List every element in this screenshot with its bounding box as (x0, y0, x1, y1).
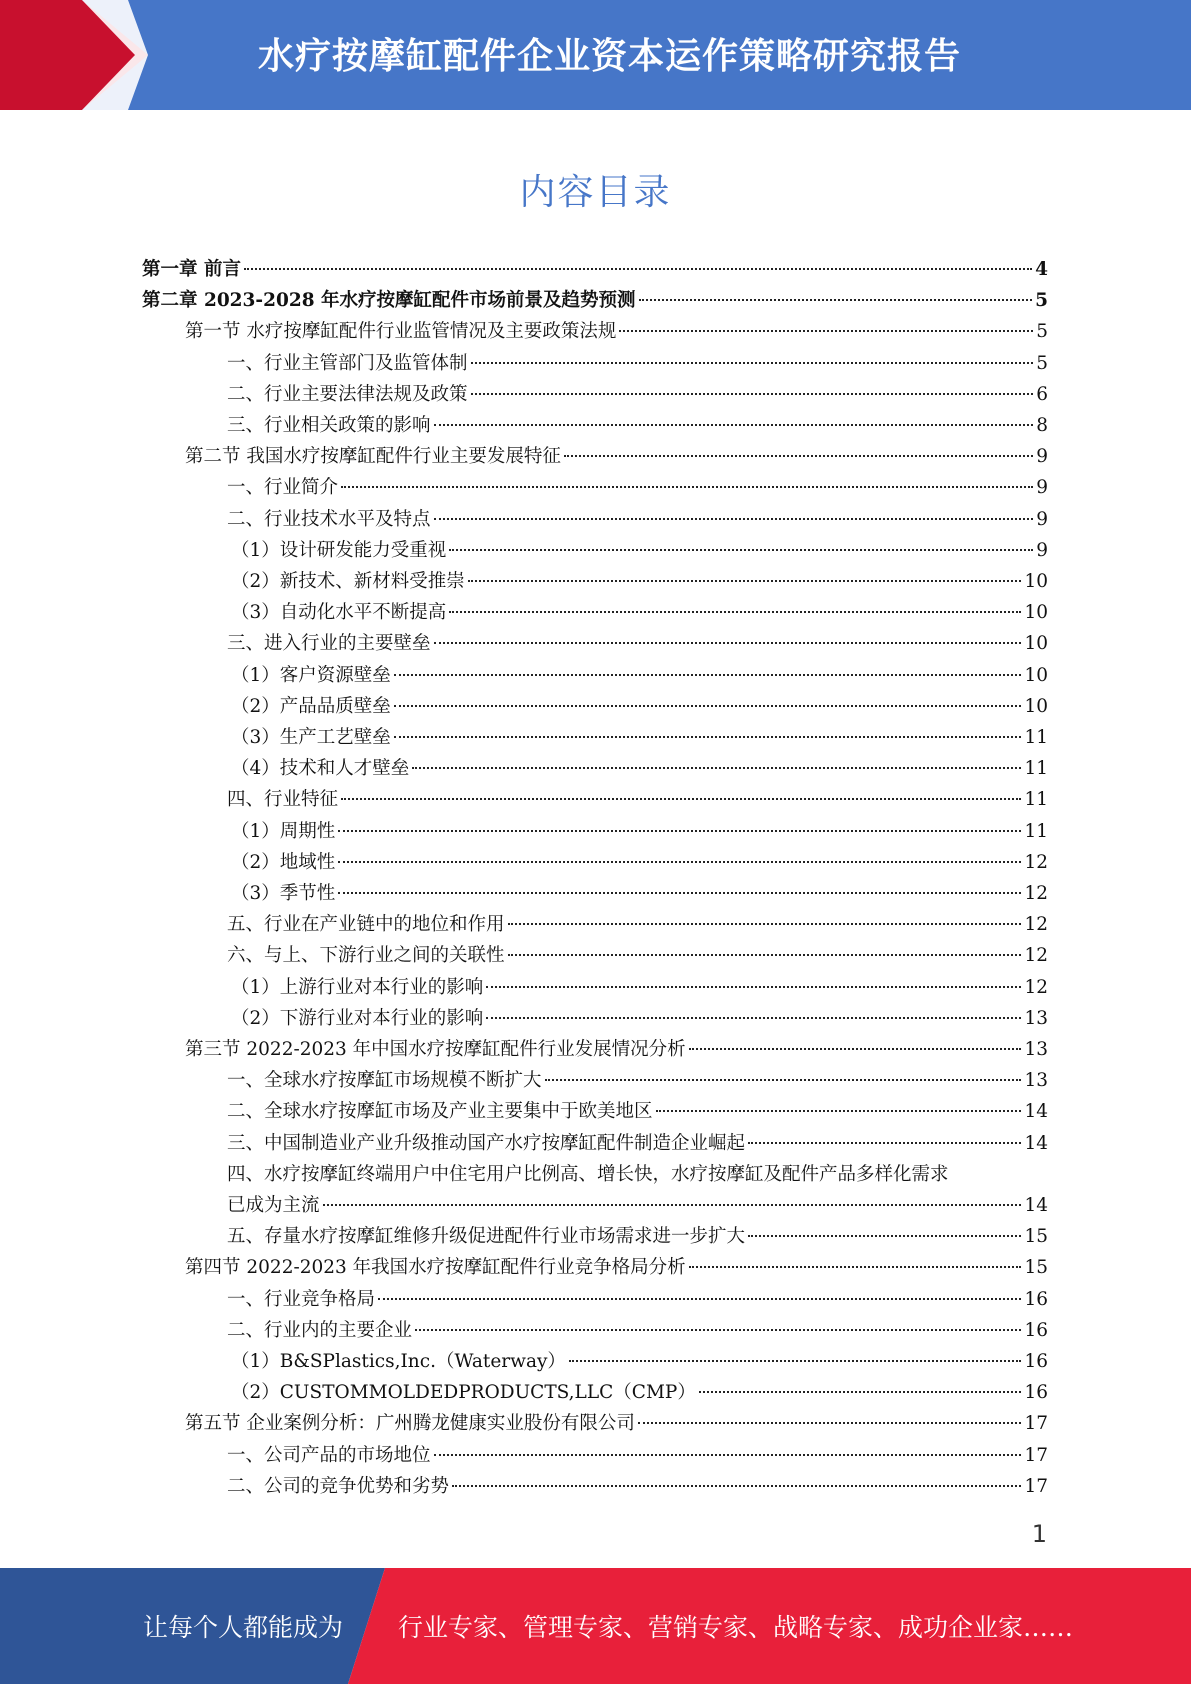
toc-entry[interactable] (231, 847, 1048, 878)
toc-entry[interactable] (227, 1128, 1048, 1159)
toc-leader-dots (449, 611, 1021, 613)
toc-leader-dots (323, 1204, 1022, 1206)
toc-entry-page: 16 (1024, 1288, 1048, 1310)
toc-entry-page: 14 (1024, 1132, 1048, 1154)
toc-entry-page: 16 (1024, 1382, 1048, 1404)
toc-leader-dots (434, 1454, 1022, 1456)
toc-entry-text: （2）产品品质壁垒 (231, 695, 391, 717)
toc-entry[interactable] (227, 628, 1048, 659)
toc-entry-text: 一、行业简介 (227, 477, 339, 499)
toc-entry[interactable] (231, 722, 1048, 753)
toc-entry-text: 二、行业内的主要企业 (227, 1319, 413, 1341)
toc-leader-dots (415, 1329, 1021, 1331)
toc-entry-page: 11 (1024, 820, 1048, 842)
toc-entry-text: 一、公司产品的市场地位 (227, 1444, 431, 1466)
toc-entry-text: （2）新技术、新材料受推崇 (231, 571, 465, 592)
toc-entry-text: 第三节 2022-2023 年中国水疗按摩缸配件行业发展情况分析 (185, 1039, 686, 1060)
toc-entry-text: （1）B&SPlastics,Inc.（Waterway） (231, 1351, 566, 1372)
toc-leader-dots (338, 830, 1021, 832)
toc-entry[interactable] (227, 1284, 1048, 1315)
toc-leader-dots (394, 705, 1022, 707)
toc-entry-text: 六、与上、下游行业之间的关联性 (227, 945, 505, 967)
toc-entry-page: 10 (1024, 571, 1048, 592)
toc-leader-dots (244, 268, 1032, 270)
toc-entry-page: 9 (1036, 508, 1048, 530)
toc-leader-dots (619, 330, 1033, 332)
toc-leader-dots (639, 299, 1033, 301)
toc-leader-dots (394, 736, 1022, 738)
toc-leader-dots (341, 798, 1021, 800)
toc-entry[interactable] (231, 972, 1048, 1003)
toc-leader-dots (434, 642, 1022, 644)
toc-entry-page: 10 (1024, 664, 1048, 686)
toc-entry[interactable] (231, 1003, 1048, 1034)
toc-entry-page: 9 (1036, 539, 1048, 561)
toc-leader-dots (486, 986, 1021, 988)
toc-leader-dots (545, 1079, 1022, 1081)
toc-entry-page: 10 (1024, 602, 1048, 624)
toc-entry[interactable] (231, 1377, 1048, 1408)
toc-entry-text: （2）下游行业对本行业的影响 (231, 1007, 484, 1029)
toc-entry[interactable] (227, 410, 1048, 441)
toc-leader-dots (434, 518, 1034, 520)
toc-entry-text: （3）季节性 (231, 883, 336, 904)
toc-leader-dots (748, 1235, 1021, 1237)
toc-leader-dots (338, 861, 1021, 863)
toc-entry-text: 第五节 企业案例分析：广州腾龙健康实业股份有限公司 (185, 1413, 635, 1435)
toc-leader-dots (341, 486, 1033, 488)
toc-entry[interactable] (227, 379, 1048, 410)
toc-entry-page: 16 (1024, 1351, 1048, 1372)
toc-entry[interactable] (231, 816, 1048, 847)
toc-entry-page: 11 (1024, 727, 1048, 748)
toc-leader-dots (434, 424, 1034, 426)
toc-entry-text: 二、全球水疗按摩缸市场及产业主要集中于欧美地区 (227, 1101, 653, 1123)
toc-entry[interactable] (231, 660, 1048, 691)
footer-slogan-left: 让每个人都能成为 (143, 1613, 344, 1642)
toc-entry[interactable] (185, 1408, 1048, 1439)
toc-entry-page: 15 (1024, 1226, 1048, 1248)
toc-entry-text: 三、行业相关政策的影响 (227, 415, 431, 436)
toc-entry-page: 9 (1036, 446, 1048, 468)
toc-entry-page: 17 (1024, 1444, 1048, 1466)
toc-entry-text: 二、行业主要法律法规及政策 (227, 383, 468, 405)
toc-entry[interactable] (227, 784, 1048, 815)
toc-leader-dots (638, 1422, 1022, 1424)
toc-entry-page: 10 (1024, 695, 1048, 717)
page-number: 1 (1031, 1520, 1047, 1548)
toc-entry-text: （1）周期性 (231, 820, 336, 842)
toc-entry[interactable] (185, 316, 1048, 347)
toc-entry-page: 16 (1024, 1319, 1048, 1341)
toc-entry-text: 第一节 水疗按摩缸配件行业监管情况及主要政策法规 (185, 321, 617, 343)
toc-entry-page: 11 (1024, 758, 1048, 780)
toc-entry-text: （2）地域性 (231, 851, 336, 873)
toc-entry-page: 8 (1036, 415, 1048, 436)
toc-entry-page: 13 (1024, 1070, 1048, 1092)
toc-leader-dots (338, 892, 1021, 894)
toc-entry[interactable] (185, 1034, 1048, 1065)
toc-leader-dots (569, 1360, 1022, 1362)
toc-entry[interactable] (227, 1315, 1048, 1346)
toc-entry-text: （3）自动化水平不断提高 (231, 602, 447, 624)
toc-leader-dots (689, 1266, 1022, 1268)
toc-entry[interactable] (227, 1440, 1048, 1471)
toc-leader-dots (394, 674, 1022, 676)
footer-banner (0, 1568, 1191, 1684)
toc-entry[interactable] (231, 566, 1048, 597)
toc-entry-text: 三、进入行业的主要壁垒 (227, 633, 431, 655)
toc-entry-text: 五、行业在产业链中的地位和作用 (227, 914, 505, 936)
toc-entry-page: 12 (1024, 914, 1048, 936)
toc-leader-dots (564, 455, 1033, 457)
toc-entry[interactable] (227, 909, 1048, 940)
toc-entry[interactable] (227, 1159, 1048, 1190)
toc-entry-page: 17 (1024, 1413, 1048, 1435)
toc-leader-dots (656, 1110, 1022, 1112)
toc-entry-page: 10 (1024, 633, 1048, 655)
toc-entry-text: 已成为主流 (227, 1195, 320, 1216)
toc-entry-text: 第二章 2023-2028 年水疗按摩缸配件市场前景及趋势预测 (142, 290, 636, 312)
toc-leader-dots (468, 580, 1022, 582)
toc-entry[interactable] (231, 597, 1048, 628)
toc-entry-page: 5 (1035, 290, 1048, 312)
toc-entry[interactable] (142, 254, 1048, 285)
toc-entry-page: 14 (1024, 1195, 1048, 1216)
toc-entry-text: （2）CUSTOMMOLDEDPRODUCTS,LLC（CMP） (231, 1382, 696, 1404)
toc-leader-dots (471, 393, 1034, 395)
toc-entry[interactable] (185, 441, 1048, 472)
toc-entry-page: 11 (1024, 789, 1048, 811)
toc-entry-text: 二、公司的竞争优势和劣势 (227, 1475, 450, 1497)
toc-entry-text: 四、行业特征 (227, 789, 339, 811)
toc-entry-page: 9 (1036, 477, 1048, 499)
toc-entry[interactable] (227, 348, 1048, 379)
toc-entry-page: 13 (1024, 1039, 1048, 1060)
toc-entry[interactable] (227, 940, 1048, 971)
toc-entry-page: 12 (1024, 883, 1048, 904)
toc-entry-page: 13 (1024, 1007, 1048, 1029)
toc-entry-text: （1）客户资源壁垒 (231, 664, 391, 686)
toc-entry-text: 第一章 前言 (142, 259, 241, 280)
toc-entry-page: 4 (1035, 259, 1048, 280)
toc-entry[interactable] (227, 472, 1048, 503)
toc-entry[interactable] (231, 878, 1048, 909)
toc-entry[interactable] (227, 1221, 1048, 1252)
toc-entry-page: 15 (1024, 1257, 1048, 1279)
header-bar (0, 0, 1191, 110)
toc-leader-dots (699, 1391, 1022, 1393)
toc-entry[interactable] (227, 1065, 1048, 1096)
toc-entry-page: 12 (1024, 945, 1048, 967)
toc-entry-text: 四、水疗按摩缸终端用户中住宅用户比例高、增长快，水疗按摩缸及配件产品多样化需求 (227, 1163, 949, 1185)
toc-leader-dots (412, 767, 1021, 769)
toc-entry-text: 三、中国制造业产业升级推动国产水疗按摩缸配件制造企业崛起 (227, 1132, 746, 1154)
toc-entry-text: （1）上游行业对本行业的影响 (231, 976, 484, 998)
toc-entry-page: 17 (1024, 1475, 1048, 1497)
toc-entry[interactable] (231, 535, 1048, 566)
report-title: 水疗按摩缸配件企业资本运作策略研究报告 (258, 36, 962, 77)
toc-entry-text: 二、行业技术水平及特点 (227, 508, 431, 530)
toc-heading: 内容目录 (519, 172, 672, 213)
toc-entry-page: 5 (1036, 352, 1048, 374)
toc-entry[interactable] (142, 285, 1048, 316)
toc-entry[interactable] (231, 1346, 1048, 1377)
toc-entry-text: （1）设计研发能力受重视 (231, 539, 447, 561)
toc-entry[interactable] (227, 1096, 1048, 1127)
toc-entry-text: 第二节 我国水疗按摩缸配件行业主要发展特征 (185, 446, 561, 468)
toc-leader-dots (471, 362, 1034, 364)
toc-entry-text: （3）生产工艺壁垒 (231, 727, 391, 748)
toc-entry-page: 6 (1036, 383, 1048, 405)
toc-entry-page: 14 (1024, 1101, 1048, 1123)
toc-entry[interactable] (231, 691, 1048, 722)
toc-entry[interactable] (227, 1190, 1048, 1221)
toc-leader-dots (508, 954, 1022, 956)
toc-leader-dots (748, 1142, 1021, 1144)
toc-entry[interactable] (185, 1252, 1048, 1283)
toc-leader-dots (449, 549, 1033, 551)
footer-slogan-right: 行业专家、管理专家、营销专家、战略专家、成功企业家…… (398, 1613, 1074, 1642)
toc-leader-dots (508, 923, 1022, 925)
toc-leader-dots (486, 1017, 1021, 1019)
toc-entry-text: 五、存量水疗按摩缸维修升级促进配件行业市场需求进一步扩大 (227, 1226, 746, 1248)
toc-entry[interactable] (231, 753, 1048, 784)
toc-leader-dots (689, 1048, 1022, 1050)
toc-entry-text: （4）技术和人才壁垒 (231, 758, 410, 780)
toc-entry-text: 一、行业竞争格局 (227, 1288, 376, 1310)
toc-entry-page: 12 (1024, 851, 1048, 873)
toc-leader-dots (452, 1485, 1021, 1487)
toc-entry-text: 第四节 2022-2023 年我国水疗按摩缸配件行业竞争格局分析 (185, 1257, 686, 1279)
toc-leader-dots (378, 1298, 1021, 1300)
toc-entry[interactable] (227, 1471, 1048, 1502)
toc-entry-text: 一、行业主管部门及监管体制 (227, 352, 468, 374)
toc-entry-page: 5 (1036, 321, 1048, 343)
toc-entry[interactable] (227, 504, 1048, 535)
toc-entry-text: 一、全球水疗按摩缸市场规模不断扩大 (227, 1070, 542, 1092)
toc-entry-page: 12 (1024, 976, 1048, 998)
